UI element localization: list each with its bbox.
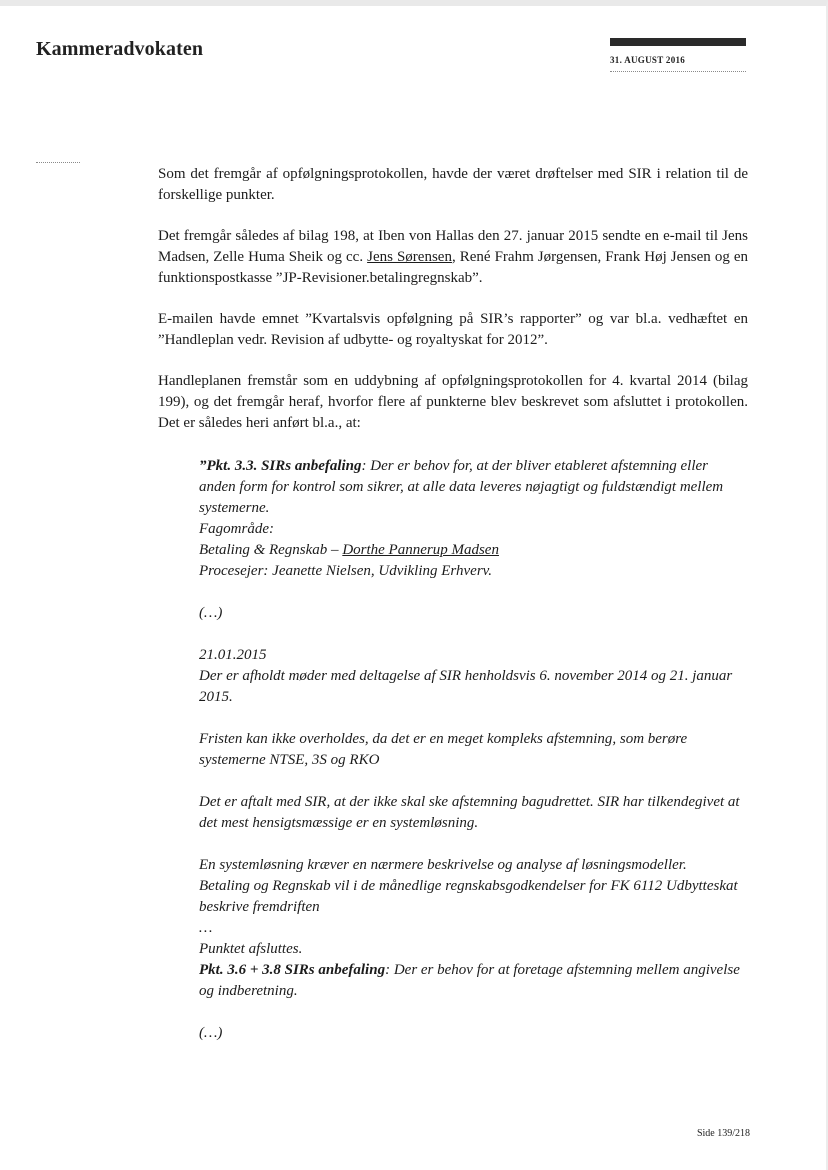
quote-ellipsis-2: (…) [199, 1025, 223, 1041]
quote-ellipsis-1: (…) [199, 605, 223, 621]
quote-date: 21.01.2015 [199, 647, 267, 663]
quote-pkt-3-3 [199, 456, 748, 519]
paragraph-2 [158, 226, 748, 289]
quote-betaling-regnskab: Betaling og Regnskab vil i de månedlige regnskabsgodkendelser for FK 6112 Udbytteskat beskrive fremdriften [199, 878, 738, 915]
paragraph-3: E-mailen havde emnet ”Kvartalsvis opfølgning på SIR’s rapporter” og var bl.a. vedhæftet en ”Handleplan vedr. Revision af udbytte- og royaltyskat for 2012”. [158, 311, 748, 348]
spacer [199, 624, 748, 645]
quote-dots: … [199, 920, 213, 936]
quote-systemloesning: En systemløsning kræver en nærmere beskrivelse og analyse af løsningsmodeller. [199, 857, 687, 873]
page-number: Side 139/218 [696, 1128, 750, 1139]
quote-pkt-3-3-text: : Der er behov for, at der bliver etableret afstemning eller anden form for kontrol som sikrer, at alle data leveres nøjagtigt og fuldstændigt mellem systemerne. [199, 458, 724, 516]
paragraph-4: Handleplanen fremstår som en uddybning af opfølgningsprotokollen for 4. kvartal 2014 (bilag 199), og det fremgår heraf, hvorfor flere af punkterne blev beskrevet som afsluttet i protokollen. Det er således heri anført bl.a., at: [158, 373, 748, 431]
body-text [158, 164, 748, 454]
quote-aftalt: Det er aftalt med SIR, at der ikke skal ske afstemning bagudrettet. SIR har tilkendegivet at det mest hensigtsmæssige er en systemløsning. [199, 794, 740, 831]
quote-punktet: Punktet afsluttes. [199, 941, 303, 957]
spacer [199, 834, 748, 855]
paragraph-2-pre: Det fremgår således af bilag 198, at Iben von Hallas den 27. januar 2015 sendte en e-mail til Jens Madsen, Zelle Huma Sheik og cc. [158, 228, 748, 265]
quote-procesejer: Procesejer: Jeanette Nielsen, Udvikling Erhverv. [199, 563, 492, 579]
date-block [610, 38, 746, 72]
quote-fristen: Fristen kan ikke overholdes, da det er en meget kompleks afstemning, som berøre systemerne NTSE, 3S og RKO [199, 731, 688, 768]
paragraph-2-post: , René Frahm Jørgensen, Frank Høj Jensen og en funktionspostkasse ”JP-Revisioner.betalingregnskab”. [158, 249, 749, 286]
quote-pkt-3-6 [199, 960, 748, 1002]
spacer [199, 1002, 748, 1023]
margin-rule [36, 162, 80, 163]
quote-pkt-3-3-heading: ”Pkt. 3.3. SIRs anbefaling [199, 458, 362, 474]
quote-betaling-pre: Betaling & Regnskab – [199, 542, 343, 558]
spacer [199, 708, 748, 729]
date-bar [610, 38, 746, 46]
quote-block [199, 456, 748, 1044]
quote-pkt-3-6-text: : Der er behov for at foretage afstemning mellem angivelse og indberetning. [199, 962, 740, 999]
quote-pkt-3-6-heading: Pkt. 3.6 + 3.8 SIRs anbefaling [199, 962, 386, 978]
quote-moeder: Der er afholdt møder med deltagelse af SIR henholdsvis 6. november 2014 og 21. januar 2015. [199, 668, 733, 705]
document-date: 31. AUGUST 2016 [610, 55, 686, 65]
date-rule [610, 71, 746, 72]
quote-fagomraade: Fagområde: [199, 521, 274, 537]
quote-betaling [199, 540, 748, 561]
name-link-jens-soerensen[interactable]: Jens Sørensen [367, 249, 452, 265]
paragraph-1: Som det fremgår af opfølgningsprotokollen, havde der været drøftelser med SIR i relation til de forskellige punkter. [158, 166, 748, 203]
spacer [199, 771, 748, 792]
name-link-dorthe-pannerup-madsen[interactable]: Dorthe Pannerup Madsen [342, 542, 499, 558]
brand-title: Kammeradvokaten [36, 38, 204, 60]
spacer [199, 582, 748, 603]
